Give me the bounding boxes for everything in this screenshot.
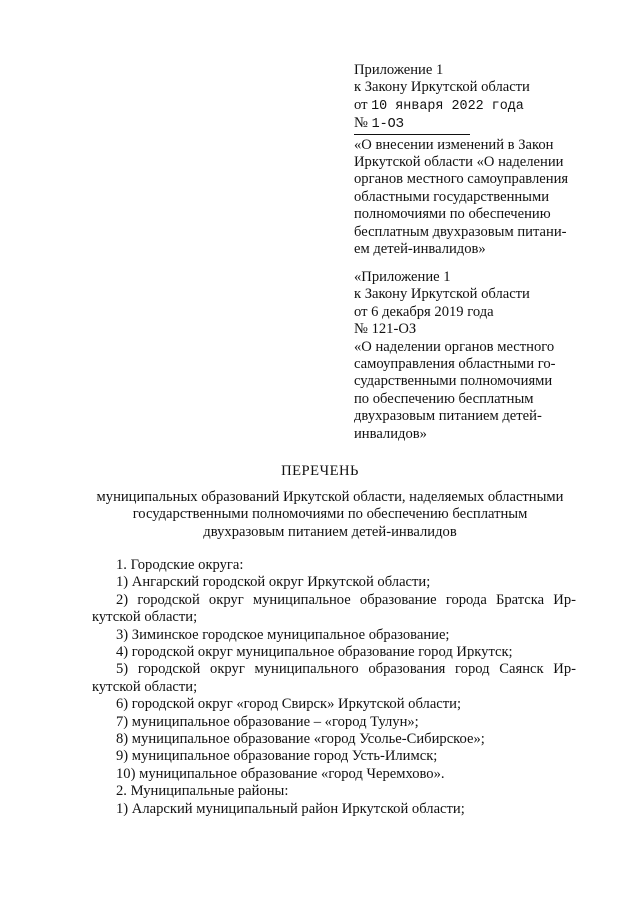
list-subheading [80,489,580,541]
list-item: 6) городской округ «город Свирск» Иркутской области; [116,696,462,713]
subheading-line: муниципальных образований Иркутской области, наделяемых областными [96,489,564,505]
list-item: 9) муниципальное образование город Усть-Илимск; [116,748,438,765]
annex2-line: «Приложение 1 [354,269,451,285]
annex-title-line: областными государственными [354,188,550,205]
annex2-line: к Закону Иркутской области [354,286,530,303]
annex2-line: «О наделении органов местного [354,338,555,355]
annex-law-ref: к Закону Иркутской области [354,79,530,96]
annex2-line: по обеспечению бесплатным [354,390,534,407]
list-item: 1) Ангарский городской округ Иркутской области; [116,574,431,591]
annex-title-line: ем детей-инвалидов» [354,241,486,258]
section-heading-urban-districts: 1. Городские округа: [116,557,244,573]
annex-title-line: «О внесении изменений в Закон [354,136,554,153]
annex-label: Приложение 1 [354,62,444,78]
annex-title [354,137,594,259]
list-item: 10) муниципальное образование «город Черемхово». [116,765,445,782]
list-item: 5) городской округ муниципального образования город Саянск Ир- [116,661,576,678]
annex-title-line: Иркутской области «О наделении [354,154,564,171]
annex-number [354,115,594,133]
list-heading: ПЕРЕЧЕНЬ [281,463,359,479]
list-item: 2) городской округ муниципальное образование города Братска Ир- [116,591,576,608]
annex-number-value: 1-ОЗ [371,117,404,133]
annex-original-reference [354,269,594,443]
annex-date [354,97,594,115]
list-item: 3) Зиминское городское муниципальное образование; [116,626,450,643]
annex-title-line: органов местного самоуправления [354,171,569,188]
list-item: 7) муниципальное образование – «город Тулун»; [116,713,419,730]
annex2-line: № 121-ОЗ [354,321,417,338]
annex2-line: самоуправления областными го- [354,356,556,373]
municipality-list [92,557,576,818]
annex2-line: от 6 декабря 2019 года [354,303,494,320]
subheading-line: государственными полномочиями по обеспечению бесплатным [132,506,528,523]
annex2-line: двухразовым питанием детей- [354,408,542,425]
annex-header [354,62,594,258]
annex-number-underline [354,134,470,135]
annex-title-line: полномочиями по обеспечению [354,206,551,223]
list-item-continuation: кутской области; [92,678,198,695]
annex2-line: инвалидов» [354,425,427,442]
list-item: 4) городской округ муниципальное образование город Иркутск; [116,644,513,661]
subheading-line: двухразовым питанием детей-инвалидов [203,523,457,540]
annex-date-prefix: от [354,96,368,113]
list-item: 8) муниципальное образование «город Усолье-Сибирское»; [116,731,485,748]
annex-date-value: 10 января 2022 года [371,98,524,114]
list-item: 1) Аларский муниципальный район Иркутской области; [116,800,465,817]
section-heading-municipal-districts: 2. Муниципальные районы: [116,783,289,800]
annex-title-line: бесплатным двухразовым питани- [354,223,567,240]
annex-number-prefix: № [354,115,368,132]
annex2-line: сударственными полномочиями [354,373,553,390]
list-item-continuation: кутской области; [92,609,198,626]
